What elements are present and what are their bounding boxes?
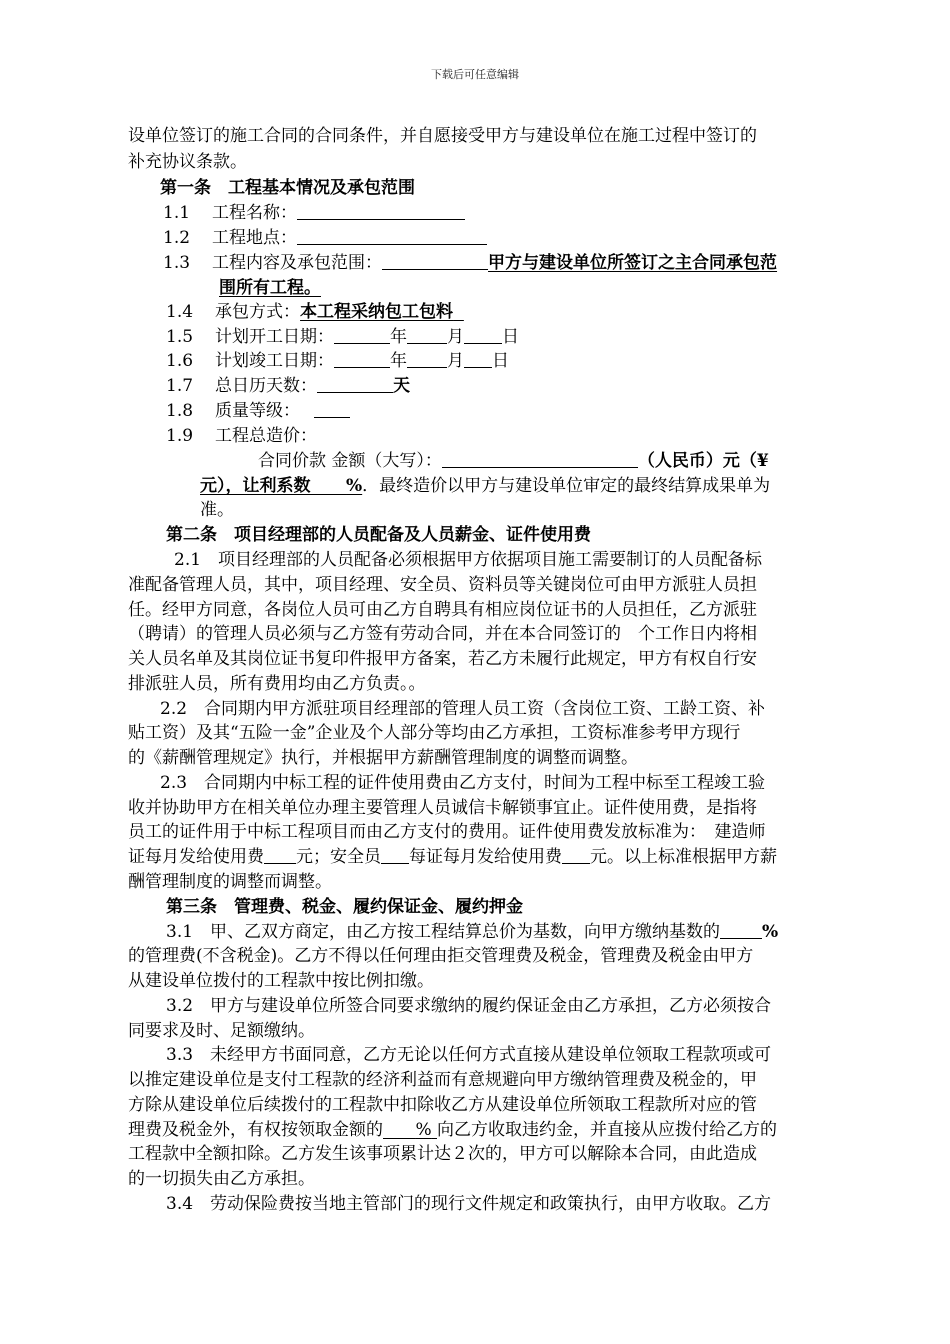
para-2-1: 排派驻人员，所有费用均由乙方负责。。 <box>128 674 426 694</box>
safety-fee-blank <box>562 845 590 864</box>
item-1-9: 1.9 工程总造价： <box>166 426 318 446</box>
para-3-4: 3.4 劳动保险费按当地主管部门的现行文件规定和政策执行，由甲方收取。乙方 <box>166 1194 772 1214</box>
project-name-blank <box>297 201 465 220</box>
para-2-2: 的《薪酬管理规定》执行，并根据甲方薪酬管理制度的调整而调整。 <box>128 748 638 768</box>
item-1-8: 1.8 质量等级： <box>166 399 350 423</box>
price-words-blank <box>442 449 638 468</box>
contract-price-line-3: 准。 <box>200 500 234 520</box>
safety-officer-blank <box>381 845 409 864</box>
scope-blank <box>382 251 488 270</box>
builder-fee-blank <box>264 845 296 864</box>
para-3-3: 的一切损失由乙方承担。 <box>128 1169 315 1189</box>
item-1-3: 1.3 工程内容及承包范围： 甲方与建设单位所签订之主合同承包范 <box>163 253 778 273</box>
para-3-1: 3.1 甲、乙双方商定，由乙方按工程结算总价为基数，向甲方缴纳基数的 % <box>166 922 779 942</box>
total-days-blank <box>317 374 393 393</box>
intro-line: 补充协议条款。 <box>128 152 247 172</box>
end-day-blank <box>464 349 492 368</box>
project-location-blank <box>297 226 487 245</box>
article-2-title: 第二条 项目经理部的人员配备及人员薪金、证件使用费 <box>166 525 591 545</box>
item-1-5: 1.5 计划开工日期： 年 月 日 <box>166 327 520 347</box>
intro-line: 设单位签订的施工合同的合同条件，并自愿接受甲方与建设单位在施工过程中签订的 <box>128 126 757 146</box>
para-3-3: 3.3 未经甲方书面同意，乙方无论以任何方式直接从建设单位领取工程款项或可 <box>166 1045 772 1065</box>
item-1-6: 1.6 计划竣工日期： 年 月 日 <box>166 351 510 371</box>
start-day-blank <box>464 325 502 344</box>
para-3-1: 的管理费(不含税金)。乙方不得以任何理由拒交管理费及税金，管理费及税金由甲方 <box>128 946 754 966</box>
para-2-1: 2.1 项目经理部的人员配备必须根据甲方依据项目施工需要制订的人员配备标 <box>174 550 763 570</box>
item-1-3-cont: 围所有工程。 <box>219 278 321 298</box>
para-3-3-penalty: 理费及税金外，有权按领取金额的 % 向乙方收取违约金，并直接从应拨付给乙方的 <box>128 1120 777 1140</box>
contract-price-line-2: 元），让利系数 %．最终造价以甲方与建设单位审定的最终结算成果单为 <box>200 476 771 496</box>
start-month-blank <box>407 325 447 344</box>
page-header: 下载后可任意编辑 <box>431 68 519 81</box>
para-2-1: （聘请）的管理人员必须与乙方签有劳动合同，并在本合同签订的 个工作日内将相 <box>128 624 757 644</box>
article-1-title: 第一条 工程基本情况及承包范围 <box>160 178 415 198</box>
para-3-3: 方除从建设单位后续拨付的工程款中扣除收乙方从建设单位所领取工程款所对应的管 <box>128 1095 757 1115</box>
para-3-2: 3.2 甲方与建设单位所签合同要求缴纳的履约保证金由乙方承担，乙方必须按合 <box>166 996 772 1016</box>
para-3-3: 以推定建设单位是支付工程款的经济利益而有意规避向甲方缴纳管理费及税金的，甲 <box>128 1070 757 1090</box>
para-2-3: 酬管理制度的调整而调整。 <box>128 872 332 892</box>
start-year-blank <box>334 325 390 344</box>
item-1-4: 1.4 承包方式：本工程采纳包工包料 <box>166 302 454 322</box>
para-2-1: 准配备管理人员，其中，项目经理、安全员、资料员等关键岗位可由甲方派驻人员担 <box>128 575 757 595</box>
para-2-3: 收并协助甲方在相关单位办理主要管理人员诚信卡解锁事宜止。证件使用费，是指将 <box>128 798 757 818</box>
para-2-3: 2.3 合同期内中标工程的证件使用费由乙方支付，时间为工程中标至工程竣工验 <box>160 773 766 793</box>
para-2-1: 任。经甲方同意，各岗位人员可由乙方自聘具有相应岗位证书的人员担任，乙方派驻 <box>128 600 757 620</box>
para-2-1: 关人员名单及其岗位证书复印件报甲方备案，若乙方未履行此规定，甲方有权自行安 <box>128 649 757 669</box>
item-1-2: 1.2 工程地点： <box>163 226 487 250</box>
contract-price-line: 合同价款 金额（大写）： （人民币）元（¥ <box>258 451 769 471</box>
quality-grade-blank <box>314 399 350 418</box>
para-3-1: 从建设单位拨付的工程款中按比例扣缴。 <box>128 971 434 991</box>
item-1-7: 1.7 总日历天数： 天 <box>166 376 411 396</box>
para-3-3: 工程款中全额扣除。乙方发生该事项累计达２次的，甲方可以解除本合同，由此造成 <box>128 1144 757 1164</box>
management-fee-rate-blank <box>720 920 762 939</box>
item-1-1: 1.1 工程名称： <box>163 201 465 225</box>
para-2-2: 贴工资）及其“五险一金”企业及个人部分等均由乙方承担，工资标准参考甲方现行 <box>128 723 741 743</box>
para-2-3: 员工的证件用于中标工程项目而由乙方支付的费用。证件使用费发放标准为： 建造师 <box>128 822 766 842</box>
para-3-2: 同要求及时、足额缴纳。 <box>128 1021 315 1041</box>
end-month-blank <box>407 349 447 368</box>
para-2-3-fees: 证每月发给使用费 元；安全员 每证每月发给使用费 元。以上标准根据甲方薪 <box>128 847 777 867</box>
para-2-2: 2.2 合同期内甲方派驻项目经理部的管理人员工资（含岗位工资、工龄工资、补 <box>160 699 766 719</box>
end-year-blank <box>334 349 390 368</box>
article-3-title: 第三条 管理费、税金、履约保证金、履约押金 <box>166 897 523 917</box>
